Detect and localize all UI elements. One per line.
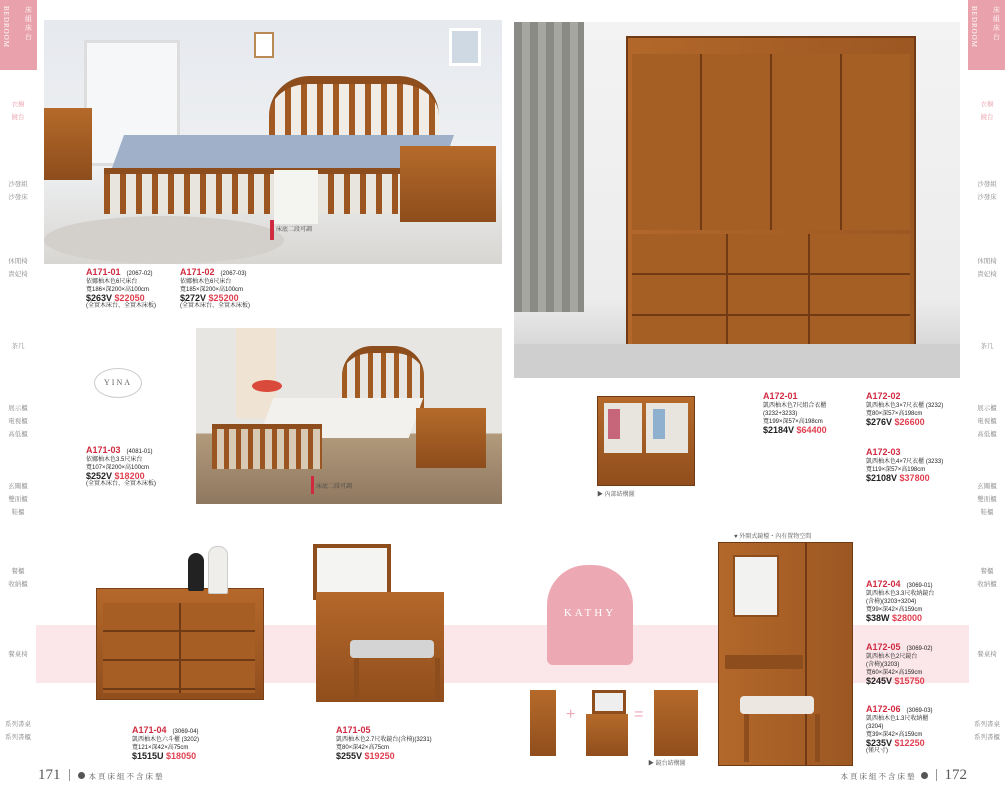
- right-page-number: 172: [944, 767, 967, 783]
- nav-group: [0, 480, 36, 519]
- nav-item[interactable]: 高低櫃: [8, 431, 28, 438]
- product-a172-06[interactable]: [866, 705, 933, 755]
- nav-item[interactable]: 展示櫃: [8, 405, 28, 412]
- vanity-stool-legs: [354, 658, 440, 702]
- product-name: 凱西柚木色1.3尺收納櫃: [866, 716, 929, 722]
- product-code: A172-05: [866, 642, 901, 652]
- mirror-structure-caption: ▶ 鏡台結構圖: [648, 761, 686, 767]
- nav-group: [0, 718, 36, 744]
- product-ref: (3069-03): [906, 708, 933, 714]
- nav-group: [0, 340, 36, 353]
- nav-item[interactable]: 沙發組: [8, 181, 28, 188]
- nav-item[interactable]: 休閒椅: [8, 258, 28, 265]
- product-ref: (2067-02): [126, 271, 153, 277]
- special-price: $18050: [166, 751, 197, 761]
- product-dims: 寬119×深57×高198cm: [866, 467, 926, 473]
- product-name-2: (含椅)(3203+3204): [866, 599, 917, 605]
- plus-icon: +: [566, 706, 576, 723]
- nav-item[interactable]: 茶几: [980, 343, 994, 350]
- nav-item[interactable]: 衣櫥: [11, 101, 25, 108]
- product-code: A171-02: [180, 267, 215, 277]
- product-a171-01[interactable]: [86, 268, 156, 310]
- product-dims: 寬185×深200×高100cm: [180, 287, 244, 293]
- nav-item[interactable]: 鞋櫃: [11, 509, 25, 516]
- nav-group: [0, 648, 36, 661]
- product-code: A171-01: [86, 267, 121, 277]
- nav-item[interactable]: 鏡台: [11, 114, 25, 121]
- nav-group: [969, 648, 1005, 661]
- nav-item[interactable]: 鞋櫃: [980, 509, 994, 516]
- special-price: $25200: [208, 293, 239, 303]
- combo-result: [654, 690, 698, 756]
- product-price: $255V: [336, 751, 363, 761]
- floor-rug: [514, 344, 960, 378]
- product-ref: (3069-02): [906, 646, 933, 652]
- special-price: $64400: [796, 425, 827, 435]
- nav-group: [0, 178, 36, 204]
- left-footer-text: 本頁床組不含床墊: [88, 772, 165, 781]
- special-price: $19250: [364, 751, 395, 761]
- product-name: 凱西柚木色4×7尺衣櫃 (3233): [866, 459, 944, 465]
- wardrobe-interior-photo: [597, 396, 695, 486]
- nav-item[interactable]: 系列書桌: [974, 721, 1000, 728]
- special-price: $37800: [899, 473, 930, 483]
- nav-item[interactable]: 雙面櫃: [977, 496, 997, 503]
- product-dims: 寬121×深42×高75cm: [132, 745, 189, 751]
- product-code: A172-02: [866, 391, 901, 401]
- product-name-2: (含椅)(3203): [866, 662, 900, 668]
- product-a171-02[interactable]: [180, 268, 250, 310]
- nav-item[interactable]: 玄關櫃: [977, 483, 997, 490]
- special-price: $15750: [894, 676, 925, 686]
- product-name: 凱西柚木色3.3尺收納鏡台: [866, 591, 935, 597]
- product-name: 凱西柚木色六斗櫃 (3202): [132, 737, 200, 743]
- product-note: (全實木床台、全實木床板): [86, 481, 156, 487]
- product-dims: 寬39×深42×高159cm: [866, 732, 923, 738]
- product-ref: (3069-01): [906, 583, 933, 589]
- product-note: (全實木床台、全實木床板): [180, 303, 250, 309]
- kathy-series-name: KATHY: [563, 607, 617, 619]
- wall-frame: [254, 32, 274, 58]
- nav-item[interactable]: 餐桌椅: [8, 651, 28, 658]
- nav-item[interactable]: 餐櫃: [980, 568, 994, 575]
- nav-item[interactable]: 系列書櫃: [974, 734, 1000, 741]
- single-bed-photo: [196, 328, 502, 504]
- equals-icon: =: [634, 706, 644, 723]
- product-code: A172-01: [763, 391, 798, 401]
- nav-group: [969, 480, 1005, 519]
- product-code: A172-04: [866, 579, 901, 589]
- footboard: [212, 424, 322, 469]
- outer-mirror-note: ♥ 外開式鏡檯・內有置物空間: [734, 534, 812, 540]
- product-price: $263V: [86, 293, 113, 303]
- white-vase: [208, 546, 228, 594]
- product-a172-03[interactable]: [866, 448, 943, 482]
- nav-item[interactable]: 衣櫥: [980, 101, 994, 108]
- nav-group: [0, 565, 36, 591]
- product-ref: (3069-04): [172, 729, 199, 735]
- product-dims: 寬186×深200×高100cm: [86, 287, 150, 293]
- nav-group: [0, 402, 36, 441]
- product-a172-01[interactable]: [763, 392, 827, 434]
- curtain: [514, 22, 584, 312]
- product-price: $272V: [180, 293, 207, 303]
- nav-item[interactable]: 玄關櫃: [8, 483, 28, 490]
- product-ref: (4081-01): [126, 449, 153, 455]
- product-price: $252V: [86, 471, 113, 481]
- special-price: $26600: [894, 417, 925, 427]
- red-pillow: [252, 380, 282, 392]
- product-code: A171-04: [132, 725, 167, 735]
- nav-item[interactable]: 電視櫃: [977, 418, 997, 425]
- special-price: $12250: [894, 738, 925, 748]
- wall-frame: [449, 28, 481, 66]
- wardrobe: [626, 36, 916, 366]
- nav-item[interactable]: 沙發組: [977, 181, 997, 188]
- nav-item[interactable]: 貴妃椅: [8, 271, 28, 278]
- nav-item[interactable]: 收納櫃: [977, 581, 997, 588]
- nav-group: [969, 340, 1005, 353]
- vanity-stool-legs: [744, 714, 820, 762]
- wardrobe-photo: [514, 22, 960, 378]
- footboard: [104, 168, 404, 214]
- nav-item[interactable]: 茶几: [11, 343, 25, 350]
- bullet-icon: [78, 772, 85, 779]
- bedroom-photo-large: [44, 20, 502, 264]
- product-name: 凱西柚木色3×7尺衣櫃 (3232): [866, 403, 944, 409]
- product-name-2: (3232+3233): [763, 411, 798, 417]
- left-tab-zh: 床組 床台: [25, 6, 32, 41]
- product-name-2: (3204): [866, 724, 884, 730]
- right-category-nav: [969, 0, 1005, 792]
- nav-item[interactable]: 收納櫃: [8, 581, 28, 588]
- black-vase: [188, 553, 204, 591]
- product-a172-05[interactable]: [866, 643, 933, 685]
- product-price: $276V: [866, 417, 893, 427]
- product-note: (僅尺寸): [866, 748, 888, 754]
- product-a172-04[interactable]: [866, 580, 934, 622]
- product-a171-05[interactable]: [336, 726, 432, 760]
- height-arrow-icon: [270, 220, 274, 240]
- product-code: A172-06: [866, 704, 901, 714]
- nav-item[interactable]: 電視櫃: [8, 418, 28, 425]
- right-tab-en: BEDROOM: [970, 6, 978, 49]
- nav-group: [969, 98, 1005, 124]
- product-a171-04[interactable]: [132, 726, 199, 760]
- nav-item[interactable]: 沙發床: [8, 194, 28, 201]
- product-dims: 寬99×深42×高159cm: [866, 607, 923, 613]
- throw-blanket: [274, 170, 318, 224]
- product-a172-02[interactable]: [866, 392, 943, 426]
- vanity-stool-cushion: [350, 640, 434, 658]
- nav-item[interactable]: 餐櫃: [11, 568, 25, 575]
- nav-item[interactable]: 雙面櫃: [8, 496, 28, 503]
- combo-vanity: [586, 690, 628, 756]
- nav-group: [969, 178, 1005, 204]
- product-price: $2184V: [763, 425, 795, 435]
- nav-item[interactable]: 展示櫃: [977, 405, 997, 412]
- product-name: 依娜柚木色6尺床台: [180, 279, 232, 285]
- right-tab-zh: 床組 床台: [993, 6, 1000, 41]
- product-name: 凱西柚木色2尺鏡台: [866, 654, 918, 660]
- nav-item[interactable]: 鏡台: [980, 114, 994, 121]
- product-price: $235V: [866, 738, 893, 748]
- product-code: A172-03: [866, 447, 901, 457]
- yina-series-logo: YINA: [94, 368, 142, 398]
- product-code: A171-03: [86, 445, 121, 455]
- nav-group: [969, 255, 1005, 281]
- product-code: A171-05: [336, 725, 371, 735]
- product-dims: 寬107×深200×高100cm: [86, 465, 150, 471]
- product-ref: (2067-03): [220, 271, 247, 277]
- nav-item[interactable]: 系列書櫃: [5, 734, 31, 741]
- nav-item[interactable]: 休閒椅: [977, 258, 997, 265]
- product-price: $2108V: [866, 473, 898, 483]
- six-drawer-chest: [96, 588, 264, 700]
- product-name: 凱西柚木色2.7尺收鏡台(含椅)(3231): [336, 737, 432, 743]
- rug: [44, 216, 284, 264]
- bed-height-note: 床底二段可調: [316, 484, 353, 490]
- height-arrow-icon: [311, 476, 314, 494]
- nav-group: [969, 565, 1005, 591]
- nav-item[interactable]: 沙發床: [977, 194, 997, 201]
- left-page-number: 171: [38, 767, 61, 783]
- product-price: $245V: [866, 676, 893, 686]
- nav-item[interactable]: 高低櫃: [977, 431, 997, 438]
- nav-group: [969, 402, 1005, 441]
- bullet-icon: [921, 772, 928, 779]
- product-dims: 寬60×深42×高159cm: [866, 670, 923, 676]
- product-price: $38W: [866, 613, 890, 623]
- product-price: $1515U: [132, 751, 164, 761]
- left-category-nav: [0, 0, 36, 792]
- product-name: 依娜柚木色3.5尺床台: [86, 457, 143, 463]
- nav-item[interactable]: 貴妃椅: [977, 271, 997, 278]
- right-footer-text: 本頁床組不含床墊: [840, 772, 917, 781]
- nav-item[interactable]: 系列書桌: [5, 721, 31, 728]
- left-footer: [38, 766, 165, 784]
- combo-cabinet: [530, 690, 556, 756]
- nightstand: [400, 146, 496, 222]
- vanity-stool-cushion: [740, 696, 814, 714]
- right-footer: [841, 766, 968, 784]
- nightstand: [416, 408, 486, 468]
- product-a171-03[interactable]: [86, 446, 156, 488]
- product-name: 凱西柚木色7尺組合衣櫃: [763, 403, 827, 409]
- side-chest: [44, 108, 92, 180]
- kathy-series-badge: [547, 565, 633, 665]
- product-name: 依娜柚木色6尺床台: [86, 279, 138, 285]
- product-note: (全實木床台、全實木床板): [86, 303, 156, 309]
- product-dims: 寬80×深42×高75cm: [336, 745, 390, 751]
- nav-group: [969, 718, 1005, 744]
- nav-group: [0, 255, 36, 281]
- bed-height-note: 床底二段可調: [276, 227, 313, 233]
- inner-structure-caption: ▶ 內部結構圖: [597, 492, 635, 498]
- left-tab-en: BEDROOM: [2, 6, 10, 49]
- nav-item[interactable]: 餐桌椅: [977, 651, 997, 658]
- special-price: $28000: [892, 613, 923, 623]
- special-price: $18200: [114, 471, 145, 481]
- product-dims: 寬199×深57×高198cm: [763, 419, 823, 425]
- product-dims: 寬80×深57×高198cm: [866, 411, 923, 417]
- nav-group: [0, 98, 36, 124]
- special-price: $22050: [114, 293, 145, 303]
